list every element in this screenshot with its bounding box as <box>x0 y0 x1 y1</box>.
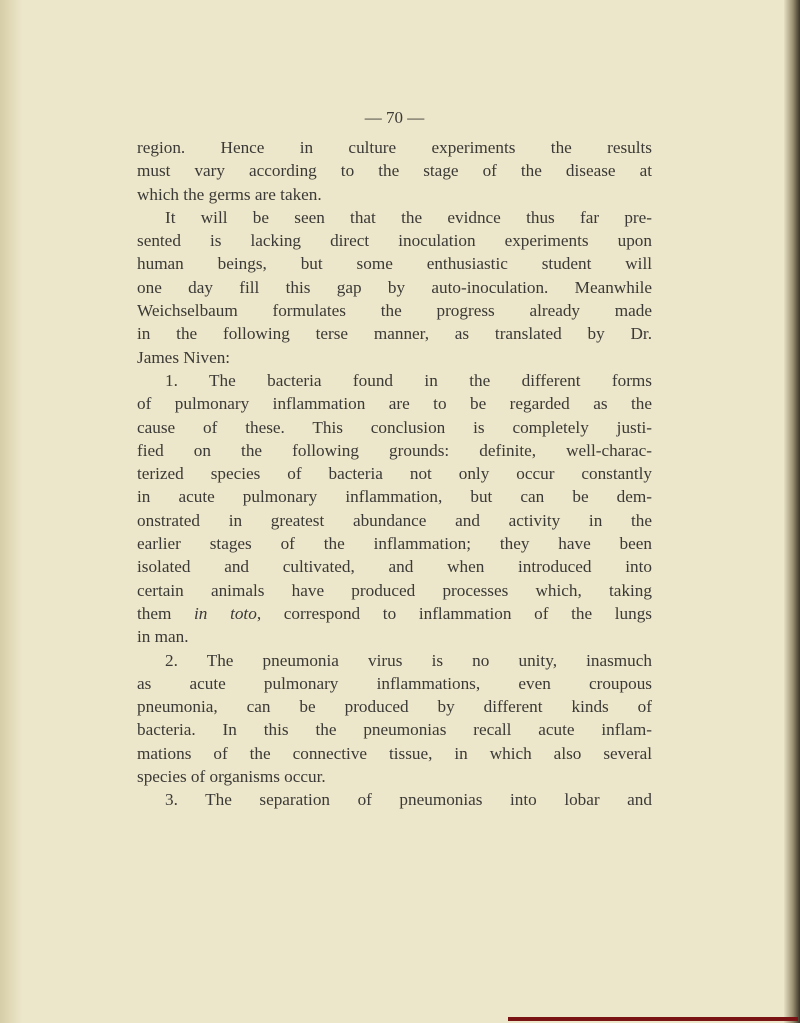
text-line: isolated and cultivated, and when introduced into <box>137 557 652 577</box>
text-line: must vary according to the stage of the disease at <box>137 161 652 181</box>
text-line: region. Hence in culture experiments the results <box>137 138 652 157</box>
page-gutter-shadow <box>0 0 22 1023</box>
text-line: certain animals have produced processes which, taking <box>137 580 652 600</box>
text-fragment: , correspond to inflammation of the lungs <box>256 603 652 623</box>
text-line: of pulmonary inflammation are to be regarded as the <box>137 394 652 414</box>
text-line: cause of these. This conclusion is completely justi- <box>137 417 652 437</box>
page-number: — 70 — <box>364 108 425 127</box>
text-line: James Niven: <box>137 347 231 367</box>
text-line: 3. The separation of pneumonias into lobar and <box>165 790 652 810</box>
text-line: fied on the following grounds: definite, well-charac- <box>137 440 652 460</box>
text-line: species of organisms occur. <box>137 767 326 787</box>
text-line: It will be seen that the evidnce thus far pre- <box>165 207 652 227</box>
text-line: sented is lacking direct inoculation experiments upon <box>137 231 652 251</box>
text-line: bacteria. In this the pneumonias recall acute inflam- <box>137 720 652 740</box>
text-line: 1. The bacteria found in the different forms <box>165 370 652 390</box>
text-fragment: them <box>137 603 195 623</box>
text-line: as acute pulmonary inflammations, even croupous <box>137 673 652 693</box>
page-edge-shadow <box>784 0 800 1023</box>
text-line: earlier stages of the inflammation; they have been <box>137 534 652 554</box>
bottom-edge-rule <box>508 1017 798 1021</box>
text-line: Weichselbaum formulates the progress already made <box>137 301 652 321</box>
text-line: one day fill this gap by auto-inoculation. Meanwhile <box>137 277 652 297</box>
body-text <box>137 136 652 812</box>
text-line: in the following terse manner, as translated by Dr. <box>137 324 652 344</box>
text-line: which the germs are taken. <box>137 184 322 204</box>
text-line: pneumonia, can be produced by different kinds of <box>137 697 652 717</box>
text-line <box>137 602 652 625</box>
text-line: human beings, but some enthusiastic student will <box>137 254 652 274</box>
text-line: in man. <box>137 627 189 647</box>
text-line: onstrated in greatest abundance and activity in the <box>137 510 652 530</box>
text-line: terized species of bacteria not only occur constantly <box>137 464 652 484</box>
italic-phrase: in toto <box>194 603 257 623</box>
text-line: mations of the connective tissue, in which also several <box>137 743 652 763</box>
text-line: in acute pulmonary inflammation, but can be dem- <box>137 487 652 507</box>
text-line: 2. The pneumonia virus is no unity, inasmuch <box>165 650 652 670</box>
